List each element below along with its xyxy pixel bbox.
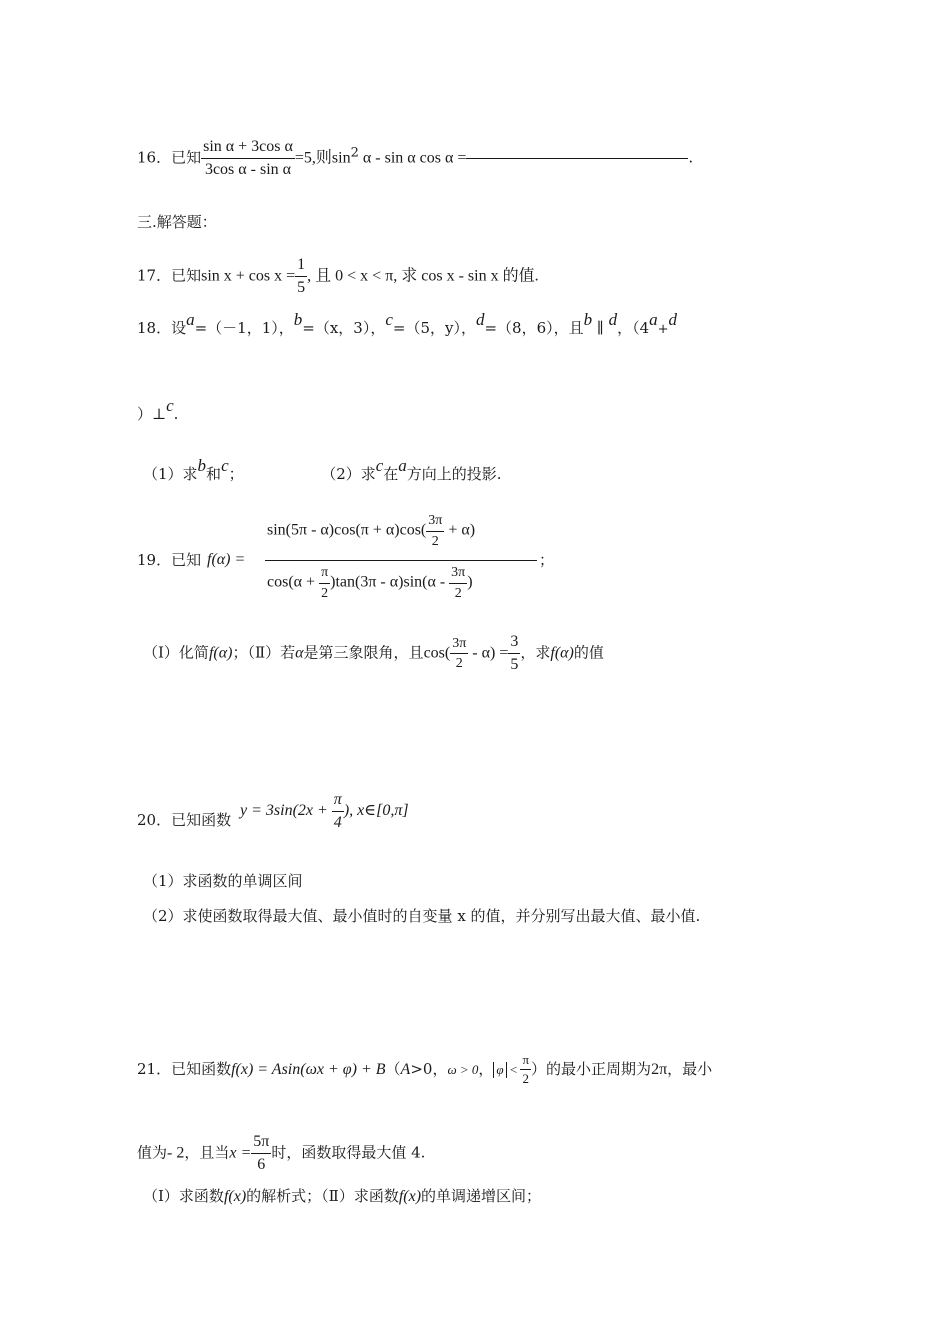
question-18-subparts: （1）求b和c； （2）求c在a方向上的投影.	[143, 456, 502, 483]
question-21-line1: 21．已知函数f(x) = Asin(ωx + φ) + B（A>0，ω > 0， φ < $\frac{\pi}{2}$ ）的最小正周期为2π，最小	[137, 1052, 713, 1087]
big-fraction-numerator: sin(5π - α)cos(π + α)cos( $\frac{3\pi}{2}$ + α)	[267, 513, 476, 549]
vector-b: b	[293, 310, 303, 329]
vector-c: c	[385, 310, 393, 329]
answer-blank[interactable]	[466, 158, 688, 159]
question-20-part2: （2）求使函数取得最大值、最小值时的自变量 x 的值，并分别写出最大值、最小值.	[143, 907, 701, 925]
fraction: $\frac{1}{5}$	[297, 256, 306, 296]
section-heading: 三.解答题：	[137, 213, 217, 231]
question-21-line2: 值为- 2，且当x = $\frac{5\pi}{6}$ 时，函数取得最大值 4.	[137, 1133, 426, 1173]
big-fraction-denominator: cos(α + $\frac{\pi}{2}$ )tan(3π - α)sin(α - $\frac{3\pi}{2}$ )	[267, 565, 473, 601]
question-21-subparts: （I）求函数f(x)的解析式；（Ⅱ）求函数f(x)的单调递增区间；	[143, 1187, 542, 1205]
vector-a: a	[186, 310, 195, 329]
vector-d: d	[475, 310, 485, 329]
fraction-bar	[265, 560, 537, 561]
question-18-line1: 18．设a=（－1，1），b=（x，3），c=（5，y），d=（8，6），且b ∥ d，（4a+d	[137, 310, 678, 337]
question-17: 17．已知sin x + cos x = $\frac{1}{5}$ , 且 0 < x < π, 求 cos x - sin x 的值.	[137, 256, 539, 296]
question-16: 16．已知 $\frac{\text{sin α + 3cos α}}{\text{3cos α - sin α}}$ =5,则$\sin^2 \alpha$ - sin α cos α = .	[137, 138, 694, 178]
fraction: $\frac{\text{sin α + 3cos α}}{\text{3cos α - sin α}}$	[203, 138, 293, 178]
question-19-subparts: （I）化简f(α)；（Ⅱ）若α是第三象限角，且cos( $\frac{3\pi}{2}$ - α) = $\frac{3}{5}$ ，求f(α)的值	[143, 633, 604, 673]
question-18-line2: ）⊥c.	[137, 396, 179, 423]
question-20-part1: （1）求函数的单调区间	[143, 872, 303, 890]
